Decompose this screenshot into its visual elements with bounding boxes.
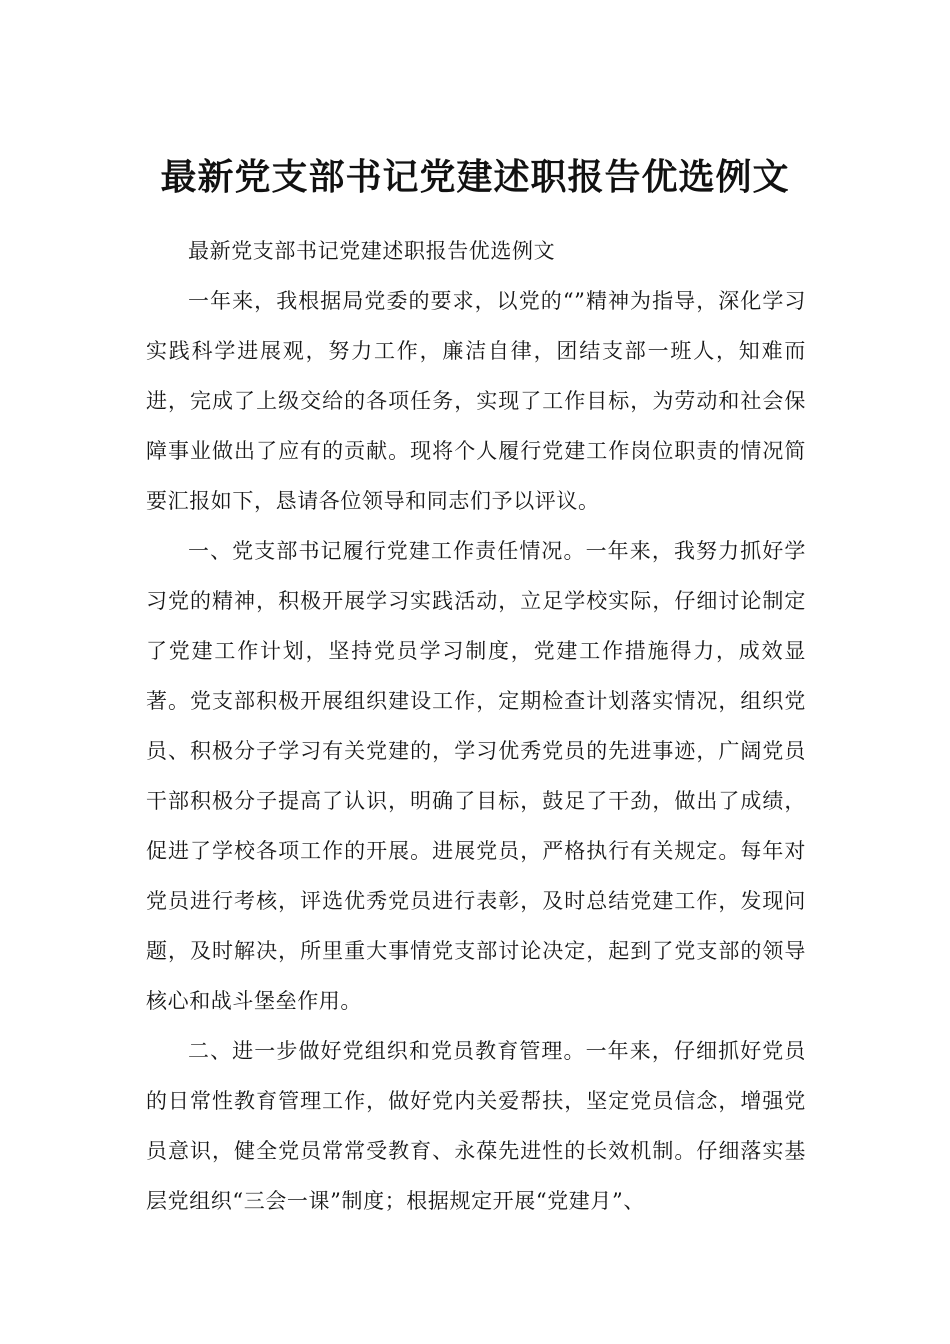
document-title: 最新党支部书记党建述职报告优选例文 xyxy=(160,157,790,199)
section-one-paragraph: 一、党支部书记履行党建工作责任情况。一年来，我努力抓好学习党的精神，积极开展学习实践活动，立足学校实际，仔细讨论制定了党建工作计划，坚持党员学习制度，党建工作措施得力，成效显著。党支部积极开展组织建设工作，定期检查计划落实情况，组织党员、积极分子学习有关党建的，学习优秀党员的先进事迹，广阔党员干部积极分子提高了认识，明确了目标，鼓足了干劲，做出了成绩，促进了学校各项工作的开展。进展党员，严格执行有关规定。每年对党员进行考核，评选优秀党员进行表彰，及时总结党建工作，发现问题，及时解决，所里重大事情党支部讨论决定，起到了党支部的领导核心和战斗堡垒作用。 xyxy=(146,539,806,1013)
subtitle-paragraph: 最新党支部书记党建述职报告优选例文 xyxy=(188,239,556,263)
section-two-paragraph: 二、进一步做好党组织和党员教育管理。一年来，仔细抓好党员的日常性教育管理工作，做好党内关爱帮扶，坚定党员信念，增强党员意识，健全党员常常受教育、永葆先进性的长效机制。仔细落实基层党组织“三会一课”制度；根据规定开展“党建月”、 xyxy=(146,1039,806,1213)
intro-paragraph: 一年来，我根据局党委的要求，以党的“”精神为指导，深化学习实践科学进展观，努力工作，廉洁自律，团结支部一班人，知难而进，完成了上级交给的各项任务，实现了工作目标，为劳动和社会保障事业做出了应有的贡献。现将个人履行党建工作岗位职责的情况简要汇报如下，恳请各位领导和同志们予以评议。 xyxy=(146,289,806,513)
document-body xyxy=(146,226,806,1226)
